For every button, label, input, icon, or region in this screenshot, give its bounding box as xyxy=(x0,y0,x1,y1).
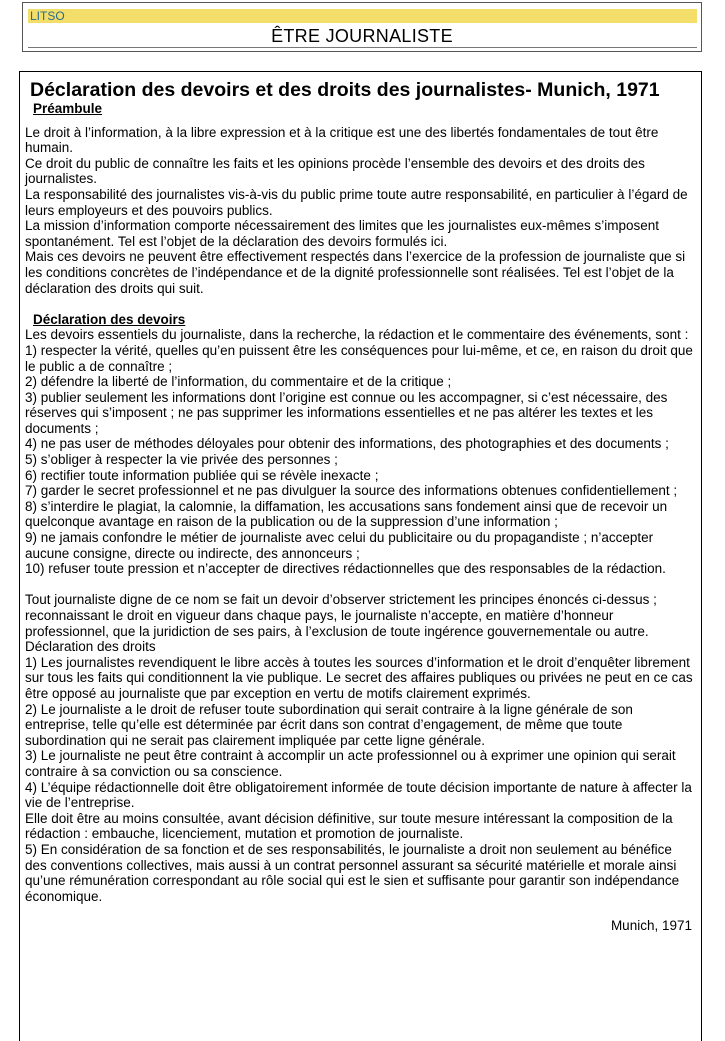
duties-item: 3) publier seulement les informations dont l’origine est connue ou les accompagner, si c’est nécessaire, des réserves qui s’imposent ; ne pas supprimer les informations essentielles et ne pas altérer les textes et les documents ; xyxy=(25,389,668,436)
preamble-paragraph: La mission d’information comporte nécessairement des limites que les journalistes eux-mêmes s’imposent spontanément. Tel est l’objet de la déclaration des devoirs formulés ici. xyxy=(25,218,660,249)
rights-item: 1) Les journalistes revendiquent le libre accès à toutes les sources d’information et le droit d’enquêter librement sur tous les faits qui conditionnent la vie publique. Le secret des affaires publiques ou privées ne peut en ce cas être opposé au journaliste que par exception en vertu de motifs clairement exprimés. xyxy=(25,654,693,701)
preamble-paragraph: Mais ces devoirs ne peuvent être effectivement respectés dans l’exercice de la profession de journaliste que si les conditions concrètes de l’indépendance et de la dignité professionnelle sont réalisées. Tel est l’objet de la déclaration des droits qui suit. xyxy=(25,249,686,296)
duties-item: 9) ne jamais confondre le métier de journaliste avec celui du publicitaire ou du propagandiste ; n’accepter aucune consigne, directe ou indirecte, des annonceurs ; xyxy=(25,530,654,561)
duties-item: 7) garder le secret professionnel et ne pas divulguer la source des informations obtenues confidentiellement ; xyxy=(25,483,678,499)
duties-item: 10) refuser toute pression et n’accepter de directives rédactionnelles que des responsables de la rédaction. xyxy=(25,561,666,577)
duties-item: 4) ne pas user de méthodes déloyales pour obtenir des informations, des photographies et des documents ; xyxy=(25,436,669,452)
duties-item: 6) rectifier toute information publiée qui se révèle inexacte ; xyxy=(25,467,379,483)
duties-item: 5) s’obliger à respecter la vie privée des personnes ; xyxy=(25,452,338,468)
duties-heading: Déclaration des devoirs xyxy=(33,311,186,327)
header-box xyxy=(22,2,702,52)
header-divider xyxy=(28,47,697,48)
rights-item: 2) Le journaliste a le droit de refuser toute subordination qui serait contraire à la ligne générale de son entreprise, telle qu’elle est déterminée par écrit dans son contrat d’engagement, de même que toute subordination qui ne serait pas clairement impliquée par cette ligne générale. xyxy=(25,701,633,748)
preamble-paragraph: Ce droit du public de connaître les faits et les opinions procède l’ensemble des devoirs et des droits des journalistes. xyxy=(25,155,645,187)
rights-item: Elle doit être au moins consultée, avant décision définitive, sur toute mesure intéressant la composition de la rédaction : embauche, licenciement, mutation et promotion de journaliste. xyxy=(25,810,673,842)
document-title: Déclaration des devoirs et des droits des journalistes- Munich, 1971 xyxy=(30,79,660,101)
header-tag: LITSO xyxy=(30,9,65,23)
duties-item: 8) s’interdire le plagiat, la calomnie, la diffamation, les accusations sans fondement ainsi que de recevoir un quelconque avantage en raison de la publication ou de la suppression d’une information ; xyxy=(25,498,668,530)
rights-heading: Déclaration des droits xyxy=(25,639,156,655)
duties-paragraph: Les devoirs essentiels du journaliste, dans la recherche, la rédaction et le commentaire des événements, sont : xyxy=(25,327,689,343)
document-frame xyxy=(19,71,702,1041)
header-band xyxy=(28,9,697,23)
preamble-heading: Préambule xyxy=(33,101,103,116)
rights-item: 5) En considération de sa fonction et de ses responsabilités, le journaliste a droit non seulement au bénéfice des conventions collectives, mais aussi à un contrat personnel assurant sa sécurité matérielle et morale ainsi qu’une rémunération correspondant au rôle social qui est le sien et suffisante pour garantir son indépendance économique. xyxy=(25,841,680,904)
header-title: ÊTRE JOURNALISTE xyxy=(271,26,453,46)
preamble-paragraph: Le droit à l’information, à la libre expression et à la critique est une des libertés fondamentales de tout être humain. xyxy=(25,124,659,156)
rights-item: 4) L’équipe rédactionnelle doit être obligatoirement informée de toute décision importante de nature à affecter la vie de l’entreprise. xyxy=(25,779,692,811)
rights-item: 3) Le journaliste ne peut être contraint à accomplir un acte professionnel ou à exprimer une opinion qui serait contraire à sa conviction ou sa conscience. xyxy=(25,748,676,779)
duties-item: 2) défendre la liberté de l’information, du commentaire et de la critique ; xyxy=(25,374,452,390)
duties-item: 1) respecter la vérité, quelles qu’en puissent être les conséquences pour lui-même, et ce, en raison du droit que le public a de connaître ; xyxy=(25,342,693,374)
preamble-paragraph: La responsabilité des journalistes vis-à-vis du public prime toute autre responsabilité, en particulier à l’égard de leurs employeurs et des pouvoirs publics. xyxy=(25,186,688,218)
signature: Munich, 1971 xyxy=(610,918,692,934)
duties-closing: Tout journaliste digne de ce nom se fait un devoir d’observer strictement les principes énoncés ci-dessus ; reconnaissant le droit en vigueur dans chaque pays, le journaliste n’accepte, en matière d’honneur professionnel, que la juridiction de ses pairs, à l’exclusion de toute ingérence gouvernementale ou autre. xyxy=(25,592,657,639)
